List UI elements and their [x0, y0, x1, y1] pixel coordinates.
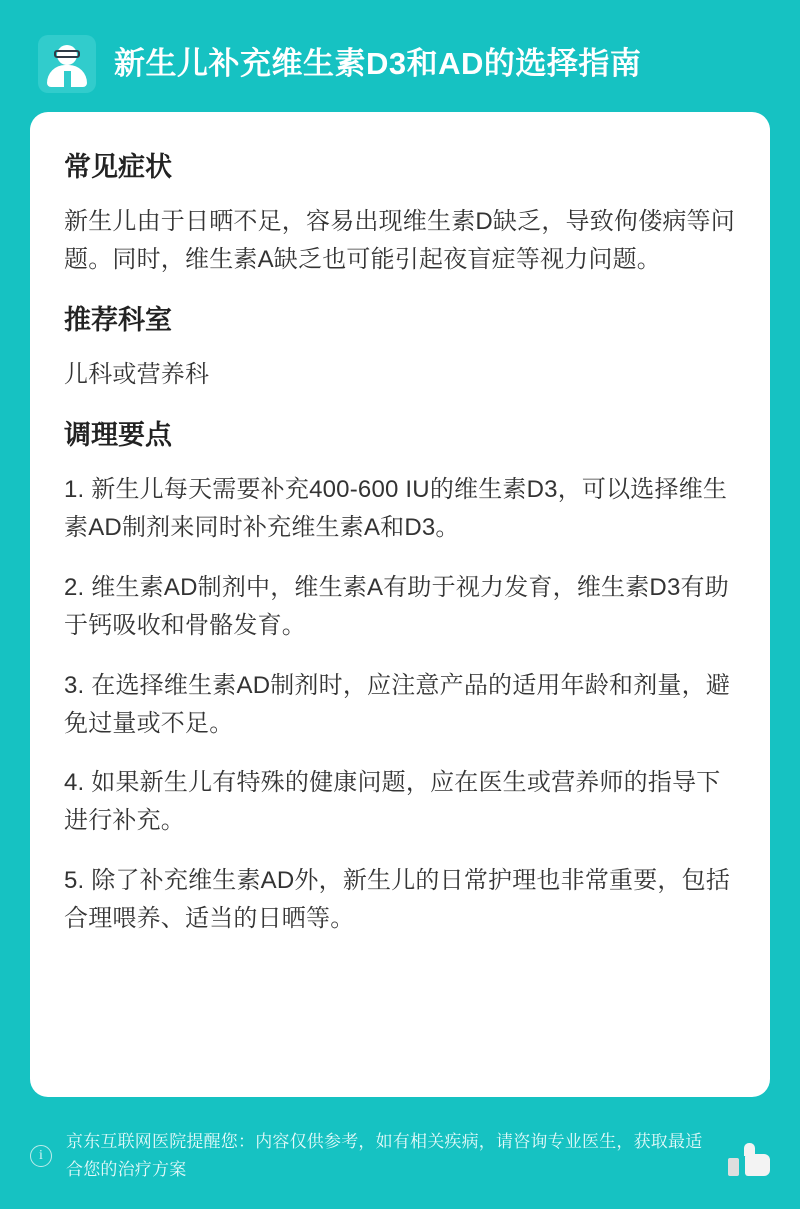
tip-item-3: 3. 在选择维生素AD制剂时，应注意产品的适用年龄和剂量，避免过量或不足。	[64, 671, 731, 737]
disclaimer-text: 京东互联网医院提醒您：内容仅供参考，如有相关疾病，请咨询专业医生，获取最适合您的治疗方案	[66, 1131, 703, 1179]
page-footer	[30, 1117, 770, 1195]
doctor-avatar-icon	[38, 35, 96, 93]
page-header	[30, 26, 770, 102]
glasses-icon	[54, 50, 80, 58]
thumb-palm	[745, 1154, 770, 1176]
avatar-tie	[64, 71, 71, 87]
content-card	[30, 112, 770, 1097]
section-heading-tips: 调理要点	[64, 419, 172, 450]
page-title: 新生儿补充维生素D3和AD的选择指南	[114, 46, 642, 82]
info-icon: i	[30, 1145, 52, 1167]
tip-item-1: 1. 新生儿每天需要补充400-600 IU的维生素D3，可以选择维生素AD制剂来同时补充维生素A和D3。	[64, 476, 728, 541]
section-heading-department: 推荐科室	[64, 304, 172, 335]
section-heading-symptoms: 常见症状	[64, 152, 172, 182]
section-text-department: 儿科或营养科	[64, 361, 210, 388]
tip-item-5: 5. 除了补充维生素AD外，新生儿的日常护理也非常重要，包括合理喂养、适当的日晒等。	[64, 867, 731, 933]
tip-item-2: 2. 维生素AD制剂中，维生素A有助于视力发育，维生素D3有助于钙吸收和骨骼发育。	[64, 573, 729, 639]
tip-item-4: 4. 如果新生儿有特殊的健康问题，应在医生或营养师的指导下进行补充。	[64, 769, 721, 835]
thumb-cuff	[728, 1158, 739, 1176]
thumbs-up-icon[interactable]	[726, 1134, 770, 1178]
section-text-symptoms: 新生儿由于日晒不足，容易出现维生素D缺乏，导致佝偻病等问题。同时，维生素A缺乏也可能引起夜盲症等视力问题。	[64, 208, 735, 273]
